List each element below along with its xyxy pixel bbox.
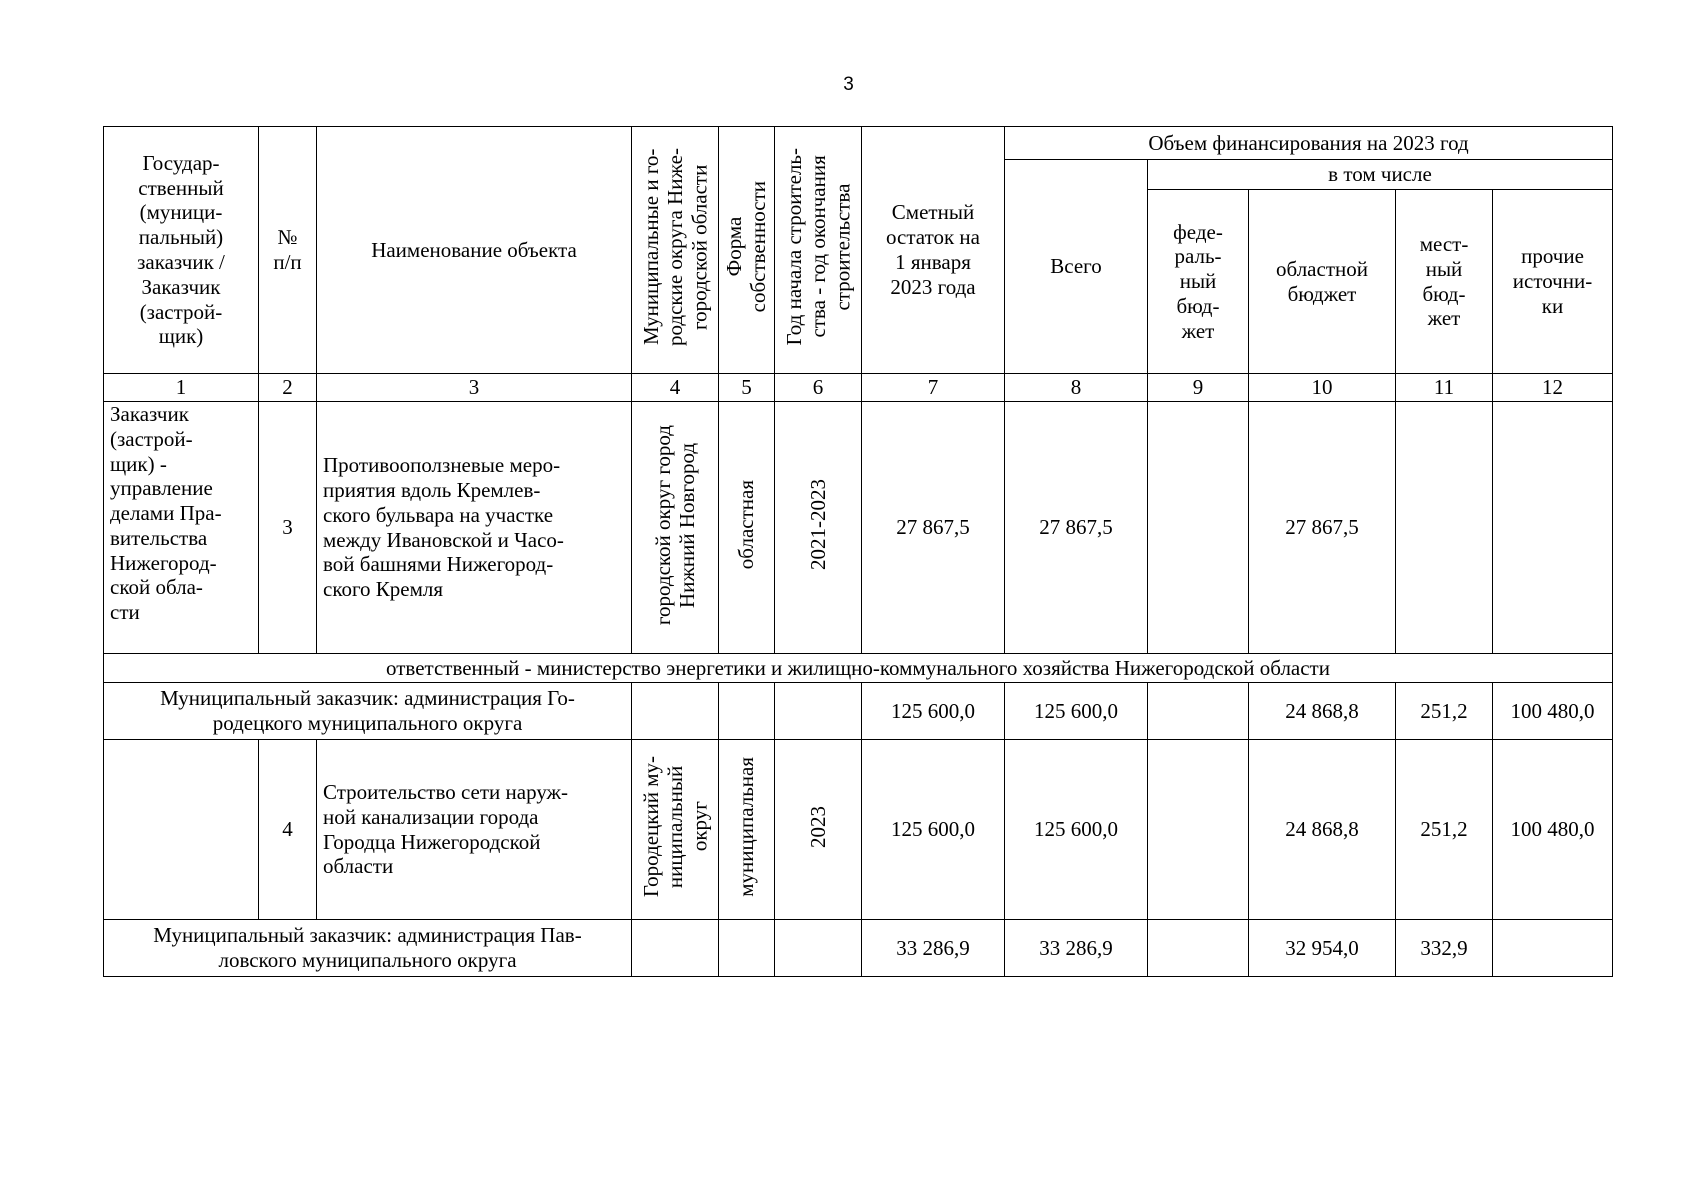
cell-other: 100 480,0 bbox=[1493, 683, 1613, 740]
cell-customer: Заказчик (застрой- щик) - управление делами Пра- вительства Нижегород- ской обла- сти bbox=[104, 402, 259, 654]
cell-ownership: муниципальная bbox=[719, 740, 775, 920]
header-number: № п/п bbox=[259, 127, 317, 374]
cell-total: 125 600,0 bbox=[1005, 740, 1148, 920]
cell-local bbox=[1396, 402, 1493, 654]
cell-other bbox=[1493, 920, 1613, 977]
cell-regional: 24 868,8 bbox=[1249, 683, 1396, 740]
table-row-object-3 bbox=[104, 402, 1613, 654]
cell-years: 2023 bbox=[775, 740, 862, 920]
responsible-row bbox=[104, 654, 1613, 683]
column-number: 3 bbox=[317, 374, 632, 402]
column-number: 4 bbox=[632, 374, 719, 402]
column-number: 12 bbox=[1493, 374, 1613, 402]
page-number: 3 bbox=[843, 74, 854, 95]
column-number: 1 bbox=[104, 374, 259, 402]
column-number: 5 bbox=[719, 374, 775, 402]
cell-regional: 27 867,5 bbox=[1249, 402, 1396, 654]
column-number: 6 bbox=[775, 374, 862, 402]
cell-federal bbox=[1148, 740, 1249, 920]
column-number: 8 bbox=[1005, 374, 1148, 402]
cell-total: 125 600,0 bbox=[1005, 683, 1148, 740]
header-municipality: Муниципальные и го- родские округа Ниже- городской области bbox=[632, 127, 719, 374]
group-label-pavlovo: Муниципальный заказчик: администрация Пав- ловского муниципального округа bbox=[104, 920, 632, 977]
header-federal: феде- раль- ный бюд- жет bbox=[1148, 190, 1249, 374]
cell-estimate: 125 600,0 bbox=[862, 740, 1005, 920]
group-label-gorodets: Муниципальный заказчик: администрация Го- родецкого муниципального округа bbox=[104, 683, 632, 740]
cell-federal bbox=[1148, 402, 1249, 654]
group-row-gorodets bbox=[104, 683, 1613, 740]
cell-regional: 24 868,8 bbox=[1249, 740, 1396, 920]
header-financing: Объем финансирования на 2023 год bbox=[1005, 127, 1613, 160]
cell-total: 33 286,9 bbox=[1005, 920, 1148, 977]
header-local: мест- ный бюд- жет bbox=[1396, 190, 1493, 374]
header-years: Год начала строитель- ства - год окончания строительства bbox=[775, 127, 862, 374]
cell-empty bbox=[775, 920, 862, 977]
cell-empty bbox=[775, 683, 862, 740]
header-ownership: Форма собственности bbox=[719, 127, 775, 374]
column-number: 2 bbox=[259, 374, 317, 402]
header-total: Всего bbox=[1005, 160, 1148, 374]
responsible-ministry: ответственный - министерство энергетики и жилищно-коммунального хозяйства Нижегородской области bbox=[104, 654, 1613, 683]
cell-estimate: 27 867,5 bbox=[862, 402, 1005, 654]
column-number: 11 bbox=[1396, 374, 1493, 402]
cell-municipality: городской округ город Нижний Новгород bbox=[632, 402, 719, 654]
cell-estimate: 33 286,9 bbox=[862, 920, 1005, 977]
header-row-1 bbox=[104, 127, 1613, 160]
cell-local: 251,2 bbox=[1396, 740, 1493, 920]
cell-total: 27 867,5 bbox=[1005, 402, 1148, 654]
column-number: 10 bbox=[1249, 374, 1396, 402]
header-object-name: Наименование объекта bbox=[317, 127, 632, 374]
financing-table bbox=[103, 126, 1613, 977]
column-numbers-row bbox=[104, 374, 1613, 402]
header-other: прочие источни- ки bbox=[1493, 190, 1613, 374]
cell-empty bbox=[632, 920, 719, 977]
cell-object-name: Противооползневые меро- приятия вдоль Кремлев- ского бульвара на участке между Ивановской и Часо- вой башнями Нижегород- ского Кремля bbox=[317, 402, 632, 654]
cell-number: 4 bbox=[259, 740, 317, 920]
cell-other: 100 480,0 bbox=[1493, 740, 1613, 920]
cell-years: 2021-2023 bbox=[775, 402, 862, 654]
cell-regional: 32 954,0 bbox=[1249, 920, 1396, 977]
header-regional: областной бюджет bbox=[1249, 190, 1396, 374]
cell-customer bbox=[104, 740, 259, 920]
cell-ownership: областная bbox=[719, 402, 775, 654]
cell-empty bbox=[719, 920, 775, 977]
cell-municipality: Городецкий му- ниципальный округ bbox=[632, 740, 719, 920]
cell-federal bbox=[1148, 683, 1249, 740]
column-number: 9 bbox=[1148, 374, 1249, 402]
header-estimate: Сметный остаток на 1 января 2023 года bbox=[862, 127, 1005, 374]
table-row-object-4 bbox=[104, 740, 1613, 920]
cell-object-name: Строительство сети наруж- ной канализации города Городца Нижегородской области bbox=[317, 740, 632, 920]
cell-estimate: 125 600,0 bbox=[862, 683, 1005, 740]
header-including: в том числе bbox=[1148, 160, 1613, 190]
header-customer: Государ- ственный (муници- пальный) заказчик / Заказчик (застрой- щик) bbox=[104, 127, 259, 374]
cell-empty bbox=[719, 683, 775, 740]
cell-local: 251,2 bbox=[1396, 683, 1493, 740]
column-number: 7 bbox=[862, 374, 1005, 402]
cell-empty bbox=[632, 683, 719, 740]
cell-other bbox=[1493, 402, 1613, 654]
cell-federal bbox=[1148, 920, 1249, 977]
cell-number: 3 bbox=[259, 402, 317, 654]
cell-local: 332,9 bbox=[1396, 920, 1493, 977]
group-row-pavlovo bbox=[104, 920, 1613, 977]
